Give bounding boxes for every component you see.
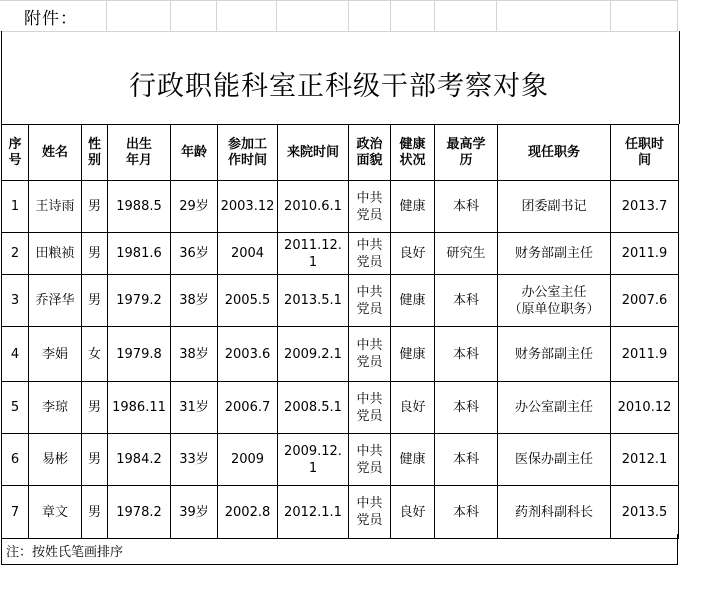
column-header	[278, 125, 349, 181]
cell-name: 王诗雨	[29, 181, 82, 233]
column-header-text: 任职时	[624, 136, 664, 152]
cell-text: 医保办副主任	[514, 452, 593, 467]
cell-age: 29岁	[171, 181, 218, 233]
note-cell	[1, 534, 678, 565]
cell-birth: 1979.2	[108, 275, 171, 327]
cell-join	[278, 327, 349, 382]
cell-post	[498, 434, 611, 486]
cell-gender: 男	[82, 233, 108, 275]
cell-name: 李琼	[29, 382, 82, 434]
cell-no: 2	[2, 233, 29, 275]
cell-text: 中共	[356, 391, 383, 407]
column-header	[498, 125, 611, 181]
column-header-text: 政治	[356, 136, 383, 152]
cell-join	[278, 382, 349, 434]
column-header	[218, 125, 278, 181]
cell-no: 1	[2, 181, 29, 233]
column-header-text: 现任职务	[527, 144, 580, 160]
cell-text: 2011.12.	[284, 237, 342, 253]
table-row	[2, 275, 679, 327]
table-row	[2, 434, 679, 486]
table-row	[2, 233, 679, 275]
table-note: 注：按姓氏笔画排序	[6, 545, 124, 560]
cell-since: 2010.12	[611, 382, 679, 434]
cell-work: 2009	[218, 434, 278, 486]
cell-since: 2013.5	[611, 486, 679, 539]
cell-since: 2007.6	[611, 275, 679, 327]
gridline-col	[390, 0, 391, 31]
column-header	[29, 125, 82, 181]
cell-no: 5	[2, 382, 29, 434]
cell-text: 党员	[356, 301, 383, 317]
column-header-text: 别	[87, 152, 101, 168]
cell-text: 2013.5.1	[284, 293, 342, 308]
cell-text: 中共	[356, 237, 383, 253]
cell-party	[349, 181, 391, 233]
cell-work: 2003.12	[218, 181, 278, 233]
cell-since: 2012.1	[611, 434, 679, 486]
column-header-text: 参加工	[227, 136, 267, 152]
column-header	[611, 125, 679, 181]
candidate-table	[1, 124, 679, 539]
document-title: 行政职能科室正科级干部考察对象	[129, 71, 549, 102]
cell-name: 易彬	[29, 434, 82, 486]
column-header-text: 历	[459, 152, 473, 168]
column-header-text: 面貌	[356, 152, 383, 168]
column-header-text: 出生	[125, 136, 152, 152]
cell-text: 中共	[356, 284, 383, 300]
cell-age: 36岁	[171, 233, 218, 275]
cell-text: 中共	[356, 443, 383, 459]
table-row	[2, 382, 679, 434]
cell-age: 33岁	[171, 434, 218, 486]
cell-post	[498, 486, 611, 539]
gridline-col	[434, 0, 435, 31]
column-header-text: 作时间	[227, 152, 267, 168]
column-header	[391, 125, 435, 181]
cell-health: 良好	[391, 382, 435, 434]
column-header-text: 年月	[125, 152, 152, 168]
gridline-col	[610, 0, 611, 31]
cell-text: 2010.6.1	[284, 199, 342, 214]
column-header	[171, 125, 218, 181]
cell-edu: 本科	[435, 275, 498, 327]
cell-join	[278, 181, 349, 233]
cell-text: 党员	[356, 460, 383, 476]
attachment-label: 附件：	[24, 9, 78, 29]
cell-text: 党员	[356, 207, 383, 223]
cell-text: 团委副书记	[521, 199, 587, 214]
cell-text: 1	[308, 460, 318, 476]
column-header	[2, 125, 29, 181]
column-header-text: 序	[8, 136, 22, 152]
cell-health: 良好	[391, 486, 435, 539]
cell-party	[349, 327, 391, 382]
cell-edu: 本科	[435, 382, 498, 434]
column-header-text: 姓名	[41, 144, 68, 160]
cell-text: 党员	[356, 408, 383, 424]
cell-no: 6	[2, 434, 29, 486]
column-header-text: 状况	[399, 152, 426, 168]
gridline-col	[496, 0, 497, 31]
cell-gender: 男	[82, 181, 108, 233]
cell-party	[349, 434, 391, 486]
cell-text: 党员	[356, 513, 383, 528]
cell-party	[349, 486, 391, 539]
cell-work: 2003.6	[218, 327, 278, 382]
cell-gender: 男	[82, 382, 108, 434]
cell-birth: 1988.5	[108, 181, 171, 233]
cell-edu: 本科	[435, 434, 498, 486]
cell-party	[349, 382, 391, 434]
cell-birth: 1986.11	[108, 382, 171, 434]
cell-health: 健康	[391, 434, 435, 486]
cell-post	[498, 382, 611, 434]
column-header	[349, 125, 391, 181]
cell-party	[349, 233, 391, 275]
column-header	[435, 125, 498, 181]
cell-gender: 男	[82, 275, 108, 327]
cell-gender: 男	[82, 434, 108, 486]
cell-birth: 1978.2	[108, 486, 171, 539]
cell-health: 健康	[391, 327, 435, 382]
column-header-text: 号	[8, 152, 22, 168]
cell-join	[278, 434, 349, 486]
cell-text: 办公室主任	[521, 284, 587, 300]
column-header-text: 最高学	[446, 136, 486, 152]
cell-name: 李娟	[29, 327, 82, 382]
cell-text: 中共	[356, 338, 383, 353]
cell-name: 田粮祯	[29, 233, 82, 275]
cell-join	[278, 233, 349, 275]
cell-health: 健康	[391, 181, 435, 233]
cell-birth: 1979.8	[108, 327, 171, 382]
cell-gender: 女	[82, 327, 108, 382]
cell-age: 39岁	[171, 486, 218, 539]
cell-edu: 本科	[435, 181, 498, 233]
gridline-top	[0, 0, 678, 1]
cell-text: 药剂科副科长	[514, 504, 593, 520]
cell-text: 中共	[356, 496, 383, 511]
cell-name: 章文	[29, 486, 82, 539]
cell-text: 2009.2.1	[284, 346, 342, 362]
cell-edu: 研究生	[435, 233, 498, 275]
cell-text: （原单位职务）	[508, 301, 600, 317]
cell-text: 财务部副主任	[514, 246, 593, 261]
cell-health: 健康	[391, 275, 435, 327]
gridline-col	[106, 0, 107, 31]
cell-join	[278, 486, 349, 539]
cell-text: 办公室副主任	[514, 400, 593, 415]
cell-age: 38岁	[171, 275, 218, 327]
cell-work: 2006.7	[218, 382, 278, 434]
column-header	[108, 125, 171, 181]
cell-work: 2004	[218, 233, 278, 275]
cell-party	[349, 275, 391, 327]
cell-age: 31岁	[171, 382, 218, 434]
cell-join	[278, 275, 349, 327]
cell-text: 党员	[356, 355, 383, 370]
cell-text: 2008.5.1	[284, 400, 342, 415]
table-row	[2, 486, 679, 539]
cell-work: 2002.8	[218, 486, 278, 539]
cell-gender: 男	[82, 486, 108, 539]
table-row	[2, 181, 679, 233]
column-header-text: 健康	[399, 136, 426, 152]
cell-text: 2009.12.	[284, 443, 342, 459]
cell-text: 党员	[356, 254, 383, 270]
column-header-text: 性	[87, 136, 101, 152]
column-header	[82, 125, 108, 181]
header-row	[2, 125, 679, 181]
cell-birth: 1981.6	[108, 233, 171, 275]
cell-name: 乔泽华	[29, 275, 82, 327]
cell-no: 7	[2, 486, 29, 539]
cell-edu: 本科	[435, 327, 498, 382]
gridline-col	[677, 0, 678, 31]
column-header-text: 间	[637, 152, 651, 168]
gridline-col	[348, 0, 349, 31]
cell-work: 2005.5	[218, 275, 278, 327]
cell-since: 2013.7	[611, 181, 679, 233]
column-header-text: 来院时间	[286, 144, 339, 160]
cell-no: 4	[2, 327, 29, 382]
cell-text: 中共	[356, 190, 383, 206]
cell-health: 良好	[391, 233, 435, 275]
table-row	[2, 327, 679, 382]
cell-since: 2011.9	[611, 233, 679, 275]
cell-edu: 本科	[435, 486, 498, 539]
gridline-col	[216, 0, 217, 31]
cell-age: 38岁	[171, 327, 218, 382]
cell-text: 1	[308, 254, 318, 270]
cell-post	[498, 275, 611, 327]
cell-text: 财务部副主任	[514, 346, 593, 362]
cell-post	[498, 181, 611, 233]
cell-post	[498, 233, 611, 275]
column-header-text: 年龄	[180, 144, 207, 160]
cell-post	[498, 327, 611, 382]
gridline-col	[276, 0, 277, 31]
cell-birth: 1984.2	[108, 434, 171, 486]
cell-since: 2011.9	[611, 327, 679, 382]
cell-no: 3	[2, 275, 29, 327]
cell-text: 2012.1.1	[284, 504, 342, 520]
gridline-col	[170, 0, 171, 31]
